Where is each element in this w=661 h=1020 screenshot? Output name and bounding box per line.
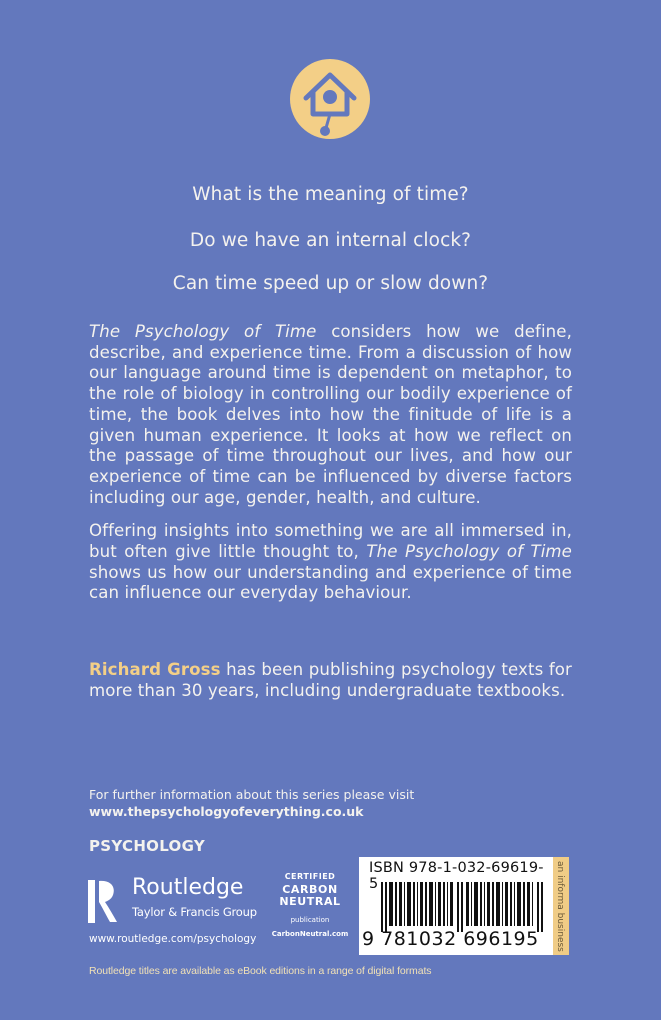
description-text: shows us how our understanding and experience of time can influence our everyday behaviour.: [89, 562, 572, 603]
author-bio: [89, 660, 572, 701]
routledge-r-mark-icon: [88, 880, 118, 923]
description-paragraph-1: [89, 322, 572, 508]
book-title: The Psychology of Time: [89, 322, 317, 341]
description-text: Offering insights into something we are all immersed in, but often give little thought to,: [89, 521, 572, 562]
informa-text: an informa business: [555, 861, 565, 952]
series-url[interactable]: www.thepsychologyofeverything.co.uk: [89, 804, 364, 819]
description-text: considers how we define, describe, and experience time. From a discussion of how our language around time is dependent on metaphor, to the role of biology in controlling our bodily experience of time, the book delves into how the finitude of life is a given human experience. It looks at how we reflect on the passage of time throughout our lives, and how our experience of time can be influenced by diverse factors including our age, gender, health, and culture.: [89, 322, 572, 507]
question-meaning-of-time: What is the meaning of time?: [192, 184, 469, 205]
barcode-digits: 9 781032 696195: [362, 928, 539, 950]
isbn-label: ISBN 978-1-032-69619-5: [369, 860, 544, 892]
series-info-text: For further information about this series please visit: [89, 787, 415, 802]
publisher-name: Routledge: [132, 875, 244, 900]
carbon-line2: NEUTRAL: [279, 895, 341, 908]
carbon-line1: CARBON: [282, 883, 338, 896]
author-name: Richard Gross: [89, 660, 221, 679]
author-bio-text: has been publishing psychology texts for more than 30 years, including undergraduate textbooks.: [89, 660, 572, 700]
series-info: [89, 786, 414, 820]
publisher-website[interactable]: www.routledge.com/psychology: [89, 933, 257, 945]
carbon-site: CarbonNeutral.com: [271, 930, 349, 938]
informa-strip: [553, 857, 569, 955]
carbon-neutral-badge: [270, 870, 350, 945]
question-internal-clock: Do we have an internal clock?: [189, 230, 472, 251]
carbon-certified: CERTIFIED: [284, 872, 336, 881]
ebook-note: Routledge titles are available as eBook editions in a range of digital formats: [89, 965, 432, 977]
description-paragraph-2: [89, 521, 572, 604]
question-time-speed: Can time speed up or slow down?: [172, 273, 489, 294]
description: [89, 322, 572, 604]
book-title: The Psychology of Time: [366, 542, 572, 562]
carbon-publication: publication: [290, 916, 330, 924]
cuckoo-clock-house-icon: [289, 58, 371, 140]
isbn-barcode: [359, 857, 553, 955]
barcode-bars-icon: [381, 882, 543, 932]
routledge-logo: [88, 877, 258, 937]
subject-label: PSYCHOLOGY: [89, 837, 206, 855]
publisher-group: Taylor & Francis Group: [132, 905, 257, 919]
